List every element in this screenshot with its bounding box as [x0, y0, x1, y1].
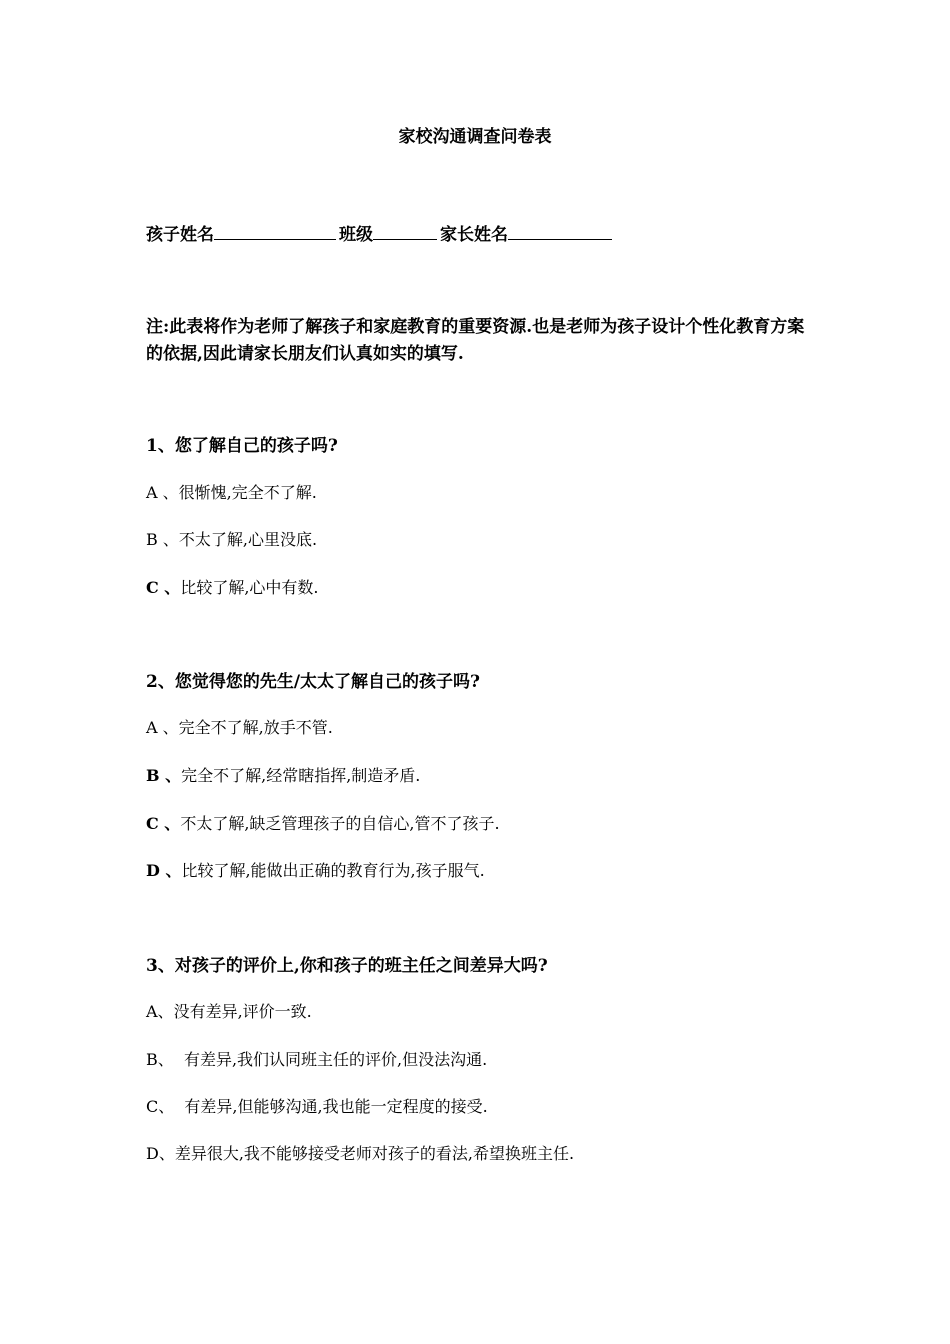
option-label: A 、 [146, 718, 179, 737]
question-1: 1、您了解自己的孩子吗? [146, 436, 338, 456]
question-2-option-a[interactable] [146, 717, 333, 739]
option-text: 完全不了解,放手不管. [178, 718, 333, 737]
question-1-option-a[interactable] [146, 482, 317, 504]
parent-name-blank[interactable] [508, 221, 612, 240]
option-text: 不太了解,缺乏管理孩子的自信心,管不了孩子. [180, 814, 500, 833]
option-label: C 、 [146, 814, 181, 833]
option-label: B、 [146, 1050, 174, 1069]
class-blank[interactable] [373, 221, 437, 240]
question-2-option-d[interactable] [146, 860, 485, 882]
option-text: 比较了解,心中有数. [180, 578, 319, 597]
question-2-option-b[interactable] [146, 765, 420, 787]
question-2-option-c[interactable] [146, 813, 500, 835]
question-3-option-b[interactable] [146, 1049, 487, 1071]
parent-name-label: 家长姓名 [440, 225, 508, 245]
option-label: D 、 [146, 861, 182, 880]
child-name-label: 孩子姓名 [146, 225, 214, 245]
option-label: B 、 [146, 530, 179, 549]
option-text: 有差异,我们认同班主任的评价,但没法沟通. [173, 1050, 488, 1069]
option-text: 有差异,但能够沟通,我也能一定程度的接受. [174, 1097, 488, 1116]
question-3: 3、对孩子的评价上,你和孩子的班主任之间差异大吗? [146, 956, 548, 976]
question-2: 2、您觉得您的先生/太太了解自己的孩子吗? [146, 672, 480, 692]
note-paragraph: 注:此表将作为老师了解孩子和家庭教育的重要资源.也是老师为孩子设计个性化教育方案的依据,因此请家长朋友们认真如实的填写. [146, 317, 805, 364]
question-3-option-d[interactable] [146, 1143, 574, 1165]
option-label: A、 [146, 1002, 174, 1021]
question-1-option-b[interactable] [146, 529, 317, 551]
option-text: 没有差异,评价一致. [173, 1002, 312, 1021]
option-label: A 、 [146, 483, 179, 502]
option-text: 不太了解,心里没底. [178, 530, 318, 549]
option-text: 差异很大,我不能够接受老师对孩子的看法,希望换班主任. [174, 1144, 575, 1163]
option-text: 很惭愧,完全不了解. [178, 483, 317, 502]
option-text: 比较了解,能做出正确的教育行为,孩子服气. [181, 861, 485, 880]
child-name-blank[interactable] [214, 221, 336, 240]
class-label: 班级 [339, 225, 373, 245]
option-label: C 、 [146, 578, 181, 597]
question-3-option-a[interactable] [146, 1001, 312, 1023]
option-label: C、 [146, 1097, 175, 1116]
info-line [146, 221, 615, 247]
option-text: 完全不了解,经常瞎指挥,制造矛盾. [181, 766, 421, 785]
question-3-option-c[interactable] [146, 1096, 488, 1118]
option-label: B 、 [146, 766, 182, 785]
question-1-option-c[interactable] [146, 577, 319, 599]
page-title: 家校沟通调查问卷表 [398, 127, 552, 147]
option-label: D、 [146, 1144, 175, 1163]
